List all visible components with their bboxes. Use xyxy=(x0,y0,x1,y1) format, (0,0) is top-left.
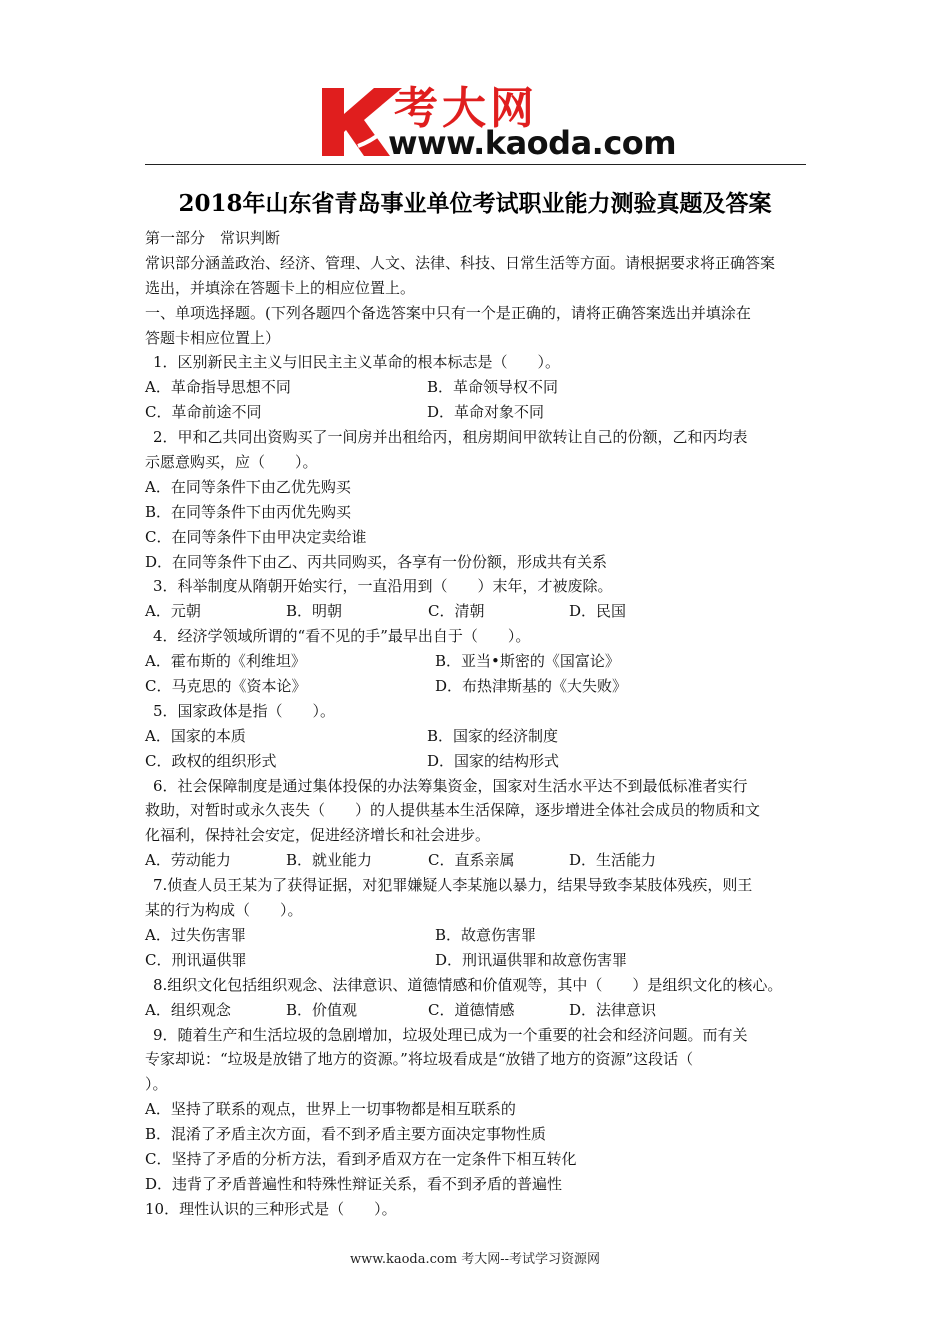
page-footer: www.kaoda.com 考大网--考试学习资源网 xyxy=(350,1252,600,1267)
question-stem: 7.侦查人员王某为了获得证据，对犯罪嫌疑人李某施以暴力，结果导致李某肢体残疾，则王 xyxy=(153,876,753,895)
logo-brand-text: 考大网 xyxy=(394,83,538,134)
option-a: A．革命指导思想不同 xyxy=(145,378,291,397)
question-stem: 1．区别新民主主义与旧民主主义革命的根本标志是（ ）。 xyxy=(153,353,561,372)
question-stem: 10．理性认识的三种形式是（ ）。 xyxy=(145,1199,397,1218)
option-row xyxy=(145,649,820,674)
question-stem: 9．随着生产和生活垃圾的急剧增加，垃圾处理已成为一个重要的社会和经济问题。而有关 xyxy=(153,1025,748,1044)
section-heading-line: 答题卡相应位置上） xyxy=(145,328,281,347)
option-c: C．清朝 xyxy=(428,602,485,621)
option-row xyxy=(145,400,820,425)
option-d: D．国家的结构形式 xyxy=(427,751,560,770)
option-d: D．刑讯逼供罪和故意伤害罪 xyxy=(435,950,628,969)
question-stem-continued: ）。 xyxy=(145,1075,168,1094)
option-row xyxy=(145,375,820,400)
option-c: C．刑讯逼供罪 xyxy=(145,950,247,969)
document-body xyxy=(145,226,820,1222)
question-stem: 6．社会保障制度是通过集体投保的办法筹集资金，国家对生活水平达不到最低标准者实行 xyxy=(153,776,748,795)
option-b: B．在同等条件下由丙优先购买 xyxy=(145,502,352,521)
option-a: A．劳动能力 xyxy=(145,851,231,870)
option-b: B．国家的经济制度 xyxy=(427,726,559,745)
option-d: D．违背了矛盾普遍性和特殊性辩证关系，看不到矛盾的普遍性 xyxy=(145,1174,563,1193)
question-stem-continued: 救助，对暂时或永久丧失（ ）的人提供基本生活保障，逐步增进全体社会成员的物质和文 xyxy=(145,801,761,820)
question-stem-continued: 化福利，保持社会安定，促进经济增长和社会进步。 xyxy=(145,826,491,845)
option-a: A．元朝 xyxy=(145,602,201,621)
intro-paragraph-line: 常识部分涵盖政治、经济、管理、人文、法律、科技、日常生活等方面。请根据要求将正确答案 xyxy=(145,253,776,272)
option-d: D．在同等条件下由乙、丙共同购买，各享有一份份额，形成共有关系 xyxy=(145,552,608,571)
option-b: B．亚当•斯密的《国富论》 xyxy=(435,652,620,671)
section-heading-line: 一、单项选择题。(下列各题四个备选答案中只有一个是正确的，请将正确答案选出并填涂在 xyxy=(145,303,751,322)
option-b: B．故意伤害罪 xyxy=(435,925,537,944)
option-b: B．明朝 xyxy=(286,602,343,621)
option-a: A．组织观念 xyxy=(145,1000,231,1019)
question-stem-continued: 示愿意购买，应（ ）。 xyxy=(145,453,318,472)
option-a: A．国家的本质 xyxy=(145,726,246,745)
option-a: A．过失伤害罪 xyxy=(145,925,246,944)
question-stem: 3．科举制度从隋朝开始实行，一直沿用到（ ）末年，才被废除。 xyxy=(153,577,613,596)
question-stem: 8.组织文化包括组织观念、法律意识、道德情感和价值观等，其中（ ）是组织文化的核心。 xyxy=(153,975,783,994)
option-row xyxy=(145,749,820,774)
option-c: C．政权的组织形式 xyxy=(145,751,277,770)
part-heading: 第一部分 常识判断 xyxy=(145,229,281,247)
header-divider xyxy=(145,164,806,165)
option-d: D．民国 xyxy=(569,602,627,621)
option-row xyxy=(145,998,820,1023)
option-c: C．马克思的《资本论》 xyxy=(145,677,307,696)
option-a: A．在同等条件下由乙优先购买 xyxy=(145,477,351,496)
option-b: B．革命领导权不同 xyxy=(427,378,559,397)
question-stem-continued: 专家却说：“垃圾是放错了地方的资源。”将垃圾看成是“放错了地方的资源”这段话（ xyxy=(145,1050,694,1069)
option-d: D．法律意识 xyxy=(569,1000,657,1019)
logo-url-text: www.kaoda.com xyxy=(388,124,677,162)
option-row xyxy=(145,923,820,948)
page-title: 2018年山东省青岛事业单位考试职业能力测验真题及答案 xyxy=(178,190,772,217)
option-b: B．就业能力 xyxy=(286,851,373,870)
option-row xyxy=(145,724,820,749)
option-c: C．道德情感 xyxy=(428,1000,515,1019)
option-c: C．直系亲属 xyxy=(428,851,515,870)
site-logo xyxy=(318,78,677,162)
question-stem: 5．国家政体是指（ ）。 xyxy=(153,701,336,720)
option-c: C．革命前途不同 xyxy=(145,403,262,422)
option-c: C．在同等条件下由甲决定卖给谁 xyxy=(145,527,367,546)
option-a: A．坚持了联系的观点，世界上一切事物都是相互联系的 xyxy=(145,1100,516,1119)
option-row xyxy=(145,848,820,873)
option-d: D．布热津斯基的《大失败》 xyxy=(435,677,628,696)
option-d: D．革命对象不同 xyxy=(427,403,545,422)
option-b: B．混淆了矛盾主次方面，看不到矛盾主要方面决定事物性质 xyxy=(145,1125,547,1144)
option-b: B．价值观 xyxy=(286,1000,358,1019)
intro-paragraph-line: 选出，并填涂在答题卡上的相应位置上。 xyxy=(145,278,416,297)
option-a: A．霍布斯的《利维坦》 xyxy=(145,652,306,671)
option-row xyxy=(145,948,820,973)
option-d: D．生活能力 xyxy=(569,851,657,870)
option-c: C．坚持了矛盾的分析方法，看到矛盾双方在一定条件下相互转化 xyxy=(145,1149,577,1168)
question-stem-continued: 某的行为构成（ ）。 xyxy=(145,901,303,920)
question-stem: 4．经济学领域所谓的“看不见的手”最早出自于（ ）。 xyxy=(153,627,531,646)
question-stem: 2．甲和乙共同出资购买了一间房并出租给丙，租房期间甲欲转让自己的份额，乙和丙均表 xyxy=(153,428,748,447)
option-row xyxy=(145,674,820,699)
option-row xyxy=(145,599,820,624)
